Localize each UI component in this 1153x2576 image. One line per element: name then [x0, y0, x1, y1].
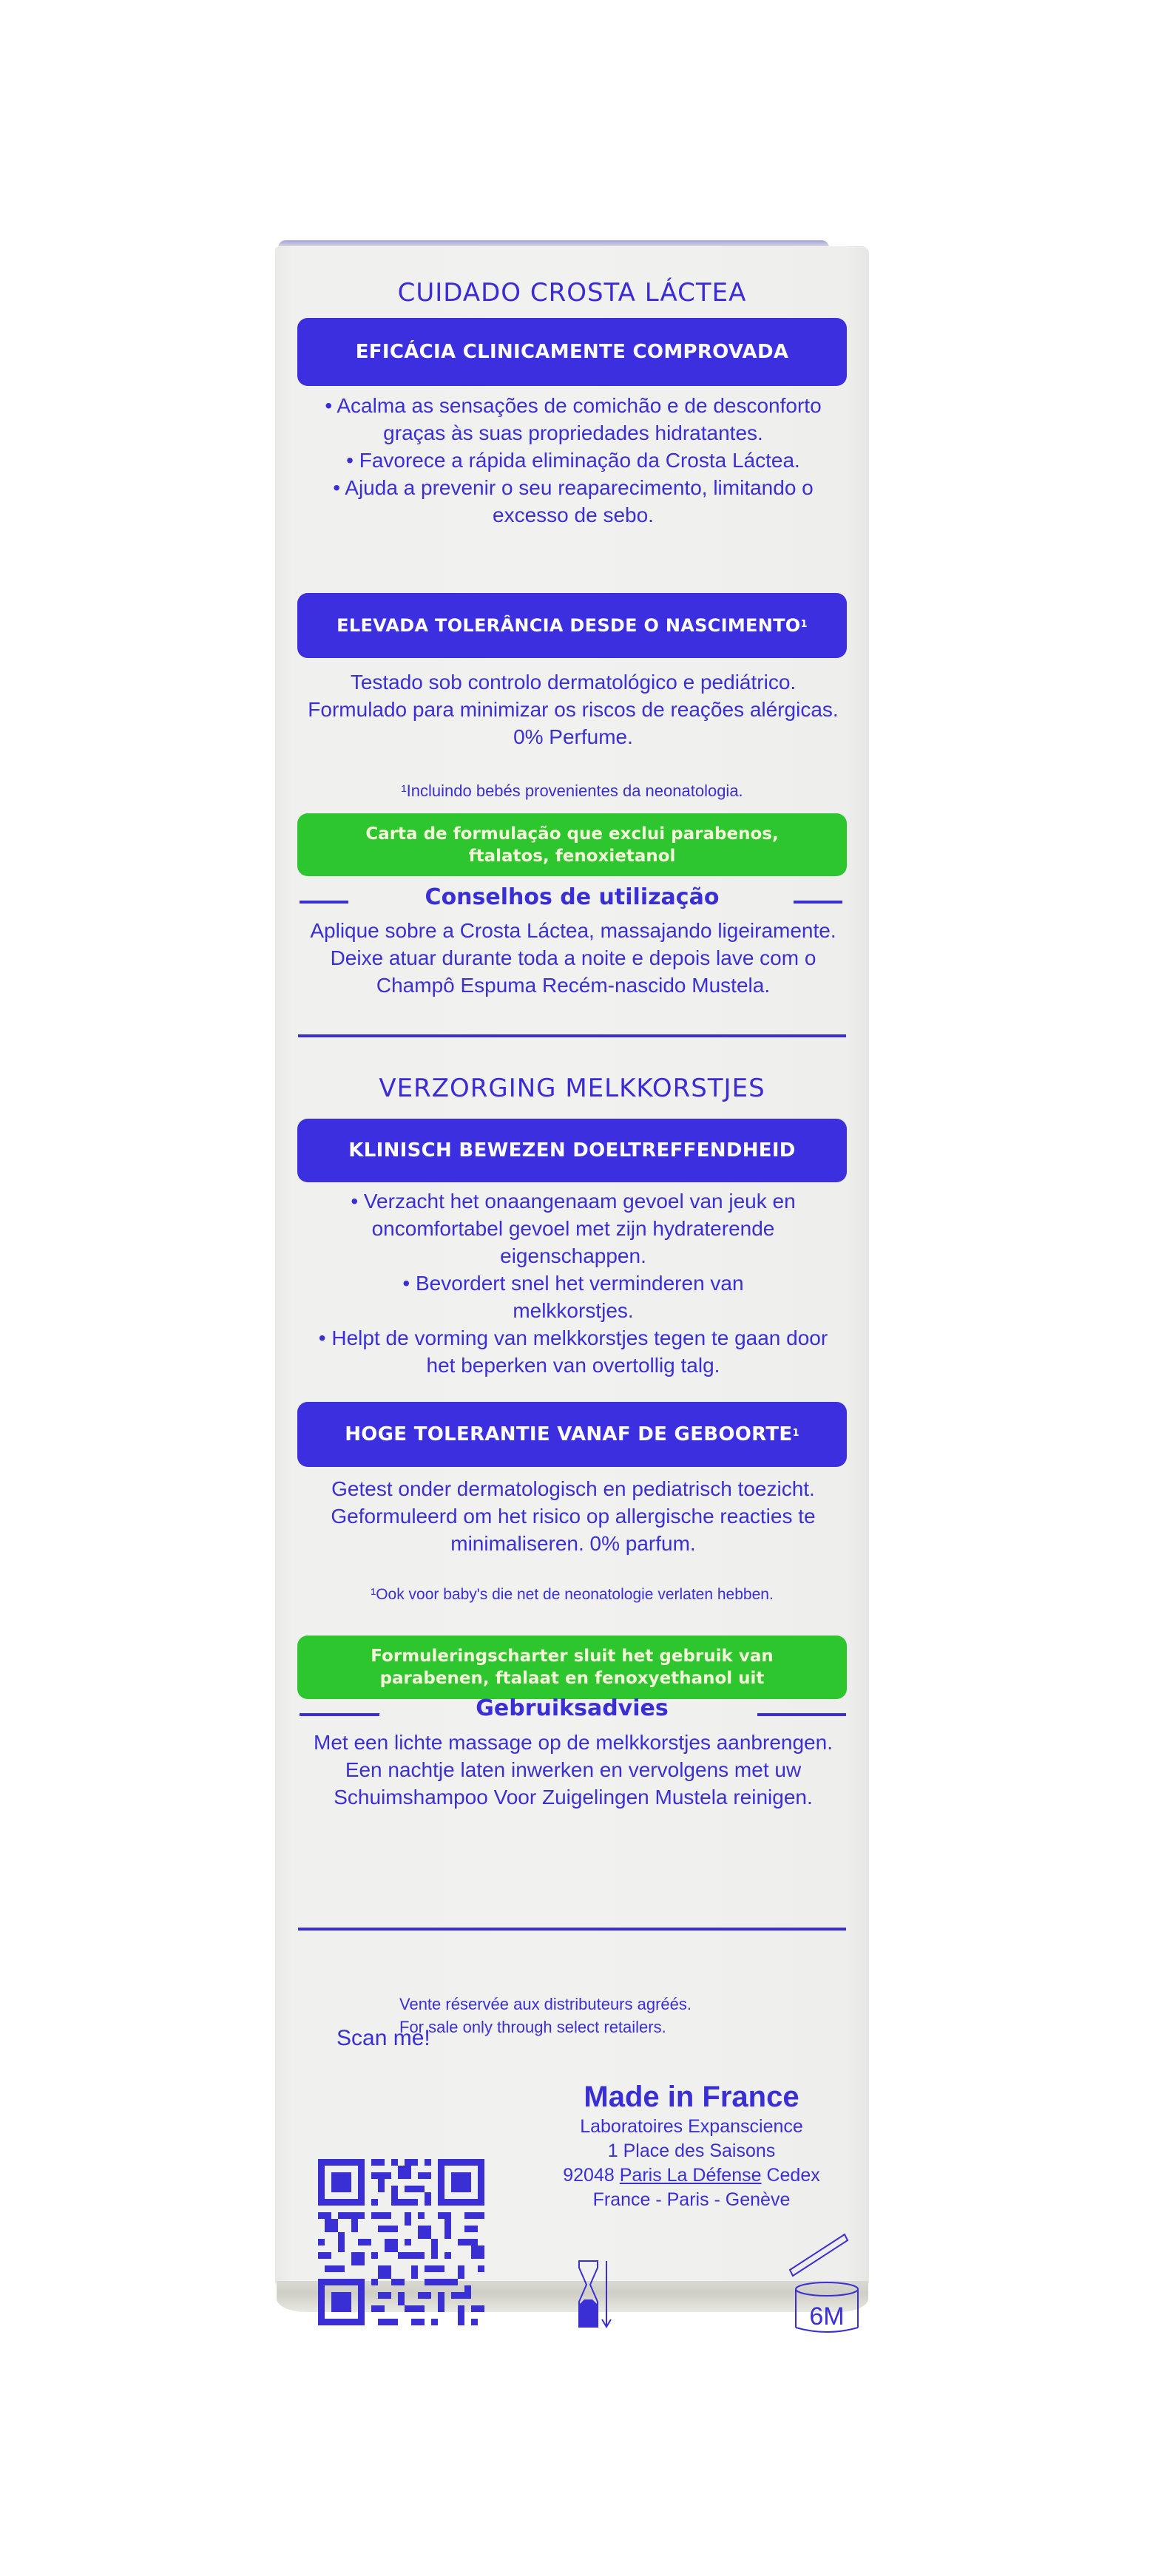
manufacturer-block — [518, 2079, 865, 2212]
manufacturer-postcode: 92048 — [563, 2165, 615, 2186]
nl-bullet-1: • Verzacht het onaangenaam gevoel van jeuk en oncomfortabel gevoel met zijn hydraterende eigenschappen. — [351, 1190, 796, 1267]
open-jar-icon — [784, 2233, 865, 2336]
pt-efficacy-band-label: EFICÁCIA CLINICAMENTE COMPROVADA — [355, 341, 789, 363]
pao-label: 6M — [809, 2302, 845, 2331]
pt-bullet-1: • Acalma as sensações de comichão e de desconforto graças às suas propriedades hidratantes. — [325, 394, 822, 444]
pt-formulation-charter-label: Carta de formulação que exclui parabenos, ftalatos, fenoxietanol — [365, 824, 779, 866]
pt-tolerance-band — [297, 593, 847, 658]
nl-usage-heading: Gebruiksadvies — [476, 1695, 669, 1721]
qr-label: Scan me! — [337, 2026, 430, 2050]
nl-tolerance-text — [303, 1475, 843, 1557]
pt-tolerance-text — [303, 668, 843, 750]
legal-line-fr: Vente réservée aux distributeurs agréés. — [399, 1995, 692, 2013]
nl-formulation-charter-label: Formuleringscharter sluit het gebruik van parabenen, ftalaat en fenoxyethanol uit — [371, 1647, 774, 1688]
nl-bullet-list — [303, 1187, 843, 1379]
pt-efficacy-band — [297, 318, 847, 386]
pt-footnote: ¹Incluindo bebés provenientes da neonatologia. — [401, 782, 743, 800]
nl-formulation-charter-band — [297, 1636, 847, 1699]
pt-bullet-2: • Favorece a rápida eliminação da Crosta Láctea. — [346, 449, 800, 472]
nl-title: VERZORGING MELKKORSTJES — [379, 1074, 765, 1103]
pt-bullet-list — [318, 392, 828, 529]
manufacturer-street: 1 Place des Saisons — [607, 2141, 776, 2161]
pt-formulation-charter-band — [297, 813, 847, 876]
nl-usage-text: Met een lichte massage op de melkkorstjes aanbrengen. Een nachtje laten inwerken en vervolgens met uw Schuimshampoo Voor Zuigelingen Mustela reinigen. — [314, 1731, 833, 1809]
pt-section-divider — [298, 1034, 846, 1037]
nl-efficacy-band-label: KLINISCH BEWEZEN DOELTREFFENDHEID — [348, 1139, 796, 1162]
nl-footnote: ¹Ook voor baby's die net de neonatologie verlaten hebben. — [371, 1586, 774, 1603]
nl-tolerance-line-1: Getest onder dermatologisch en pediatrisch toezicht. — [331, 1477, 815, 1500]
pt-usage-text: Aplique sobre a Crosta Láctea, massajando ligeiramente. Deixe atuar durante toda a noite e depois lave com o Champô Espuma Recém-nascido Mustela. — [310, 919, 836, 997]
legal-notice — [399, 1993, 784, 2038]
made-in-france: Made in France — [584, 2081, 799, 2113]
nl-efficacy-band — [297, 1119, 847, 1182]
pt-title: CUIDADO CROSTA LÁCTEA — [397, 278, 747, 308]
pt-tolerance-line-2: Formulado para minimizar os riscos de reações alérgicas. 0% Perfume. — [308, 698, 839, 748]
pt-tolerance-band-label: ELEVADA TOLERÂNCIA DESDE O NASCIMENTO — [337, 615, 801, 636]
nl-bullet-2: • Bevordert snel het verminderen van melkkorstjes. — [402, 1272, 744, 1322]
nl-tolerance-footnote-marker: 1 — [792, 1427, 799, 1439]
pt-bullet-3: • Ajuda a prevenir o seu reaparecimento, limitando o excesso de sebo. — [333, 476, 814, 526]
qr-code-icon[interactable] — [318, 2159, 484, 2325]
pt-tolerance-footnote-marker: 1 — [800, 618, 808, 630]
nl-usage-rule-right — [757, 1713, 846, 1716]
manufacturer-city-line — [518, 2163, 865, 2188]
manufacturer-locations: France - Paris - Genève — [592, 2189, 791, 2210]
nl-section-divider — [298, 1928, 846, 1931]
pt-usage-heading: Conselhos de utilização — [425, 884, 720, 910]
manufacturer-cedex: Cedex — [766, 2165, 820, 2186]
nl-tolerance-band — [297, 1402, 847, 1467]
pt-usage-rule-right — [794, 901, 842, 904]
manufacturer-company: Laboratoires Expanscience — [580, 2116, 803, 2137]
nl-bullet-3: • Helpt de vorming van melkkorstjes tegen te gaan door het beperken van overtollig talg. — [318, 1326, 828, 1377]
manufacturer-city: Paris La Défense — [619, 2165, 762, 2186]
legal-line-en: For sale only through select retailers. — [399, 2018, 666, 2036]
nl-tolerance-line-2: Geformuleerd om het risico op allergische reacties te minimaliseren. 0% parfum. — [331, 1505, 816, 1555]
nl-tolerance-band-label: HOGE TOLERANTIE VANAF DE GEBOORTE — [345, 1423, 793, 1445]
pt-tolerance-line-1: Testado sob controlo dermatológico e pediátrico. — [350, 671, 797, 694]
hourglass-icon — [577, 2259, 614, 2329]
